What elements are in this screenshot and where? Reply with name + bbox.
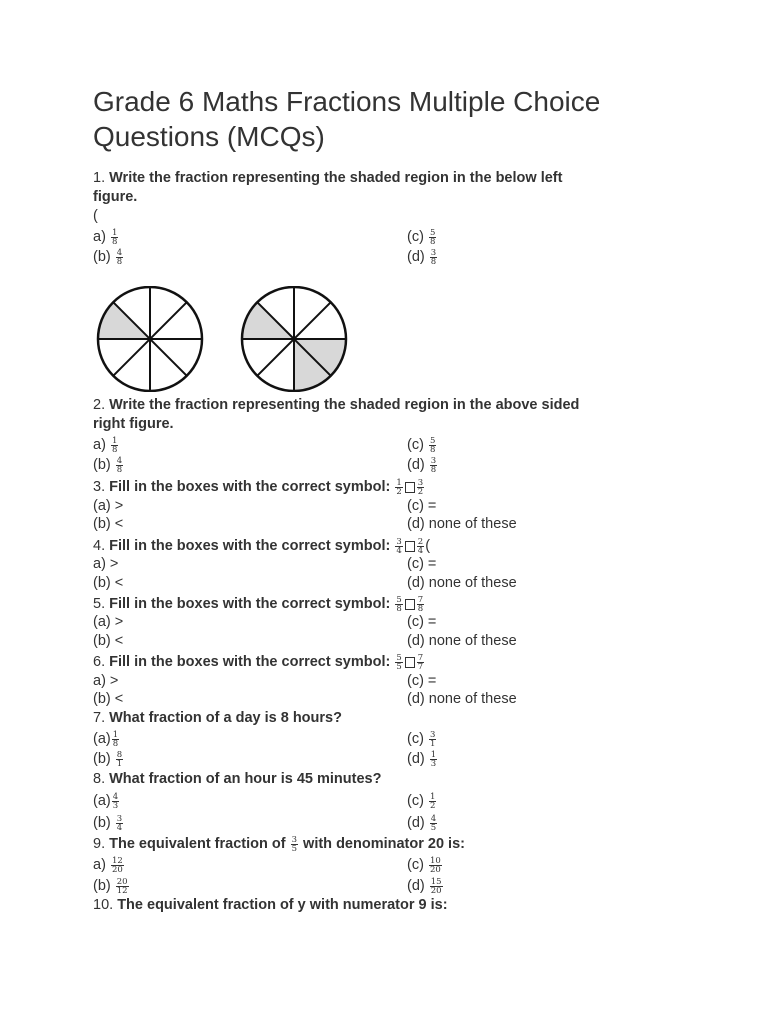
option-c[interactable] xyxy=(407,436,437,454)
fraction: $\frac{5}{5}$ xyxy=(396,652,402,672)
option-label: (d) xyxy=(407,457,425,473)
fraction: $\frac{4}{3}$ xyxy=(112,791,119,811)
answer-box[interactable] xyxy=(405,657,415,668)
option-label: (c) xyxy=(407,437,424,453)
question-9 xyxy=(93,835,465,853)
option-label: (c) xyxy=(407,731,424,747)
option-d[interactable]: (d) none of these xyxy=(407,633,517,649)
option-a[interactable] xyxy=(93,856,125,874)
fraction: $\frac{4}{5}$ xyxy=(430,813,437,833)
question-number: 10. xyxy=(93,897,114,913)
option-d[interactable]: (d) none of these xyxy=(407,516,517,532)
question-6 xyxy=(93,653,425,671)
fraction: $\frac{3}{8}$ xyxy=(430,455,437,475)
question-text: The equivalent fraction of xyxy=(109,836,286,852)
stray-paren: ( xyxy=(93,208,98,224)
option-label: (c) xyxy=(407,229,424,245)
question-text-post: with denominator 20 is: xyxy=(303,836,465,852)
option-a[interactable] xyxy=(93,730,120,748)
question-number: 8. xyxy=(93,771,106,787)
fraction: $\frac{5}{8}$ xyxy=(429,227,436,247)
question-text: Fill in the boxes with the correct symbol: xyxy=(109,596,391,612)
question-number: 5. xyxy=(93,596,106,612)
fraction: $\frac{2}{4}$ xyxy=(417,536,424,556)
option-label: (d) xyxy=(407,751,425,767)
option-label: (d) xyxy=(407,249,425,265)
option-c[interactable]: (c) = xyxy=(407,614,437,630)
option-b[interactable] xyxy=(93,877,130,895)
option-a[interactable]: a) > xyxy=(93,673,119,689)
fraction: $\frac{12}{20}$ xyxy=(111,855,123,875)
fraction: $\frac{1}{2}$ xyxy=(429,791,436,811)
option-d[interactable]: (d) none of these xyxy=(407,691,517,707)
option-b[interactable]: (b) < xyxy=(93,633,124,649)
question-number: 7. xyxy=(93,710,106,726)
option-c[interactable] xyxy=(407,730,437,748)
option-b[interactable]: (b) < xyxy=(93,575,124,591)
fraction: $\frac{3}{5}$ xyxy=(291,834,298,854)
option-c[interactable]: (c) = xyxy=(407,673,437,689)
fraction: $\frac{7}{8}$ xyxy=(417,594,424,614)
option-c[interactable] xyxy=(407,792,437,810)
question-text: Write the fraction representing the shaded region in the above sided xyxy=(109,397,580,413)
answer-box[interactable] xyxy=(405,541,415,552)
fraction: $\frac{3}{1}$ xyxy=(429,729,436,749)
option-label: (d) xyxy=(407,815,425,831)
fraction: $\frac{3}{8}$ xyxy=(430,247,437,267)
option-label: (b) xyxy=(93,751,111,767)
option-label: (b) xyxy=(93,457,111,473)
question-text-cont: right figure. xyxy=(93,416,174,432)
option-a[interactable]: (a) > xyxy=(93,498,124,514)
option-c[interactable] xyxy=(407,856,443,874)
option-label: (c) xyxy=(407,793,424,809)
fraction: $\frac{3}{4}$ xyxy=(396,536,402,556)
option-label: (a) xyxy=(93,793,111,809)
fraction: $\frac{3}{2}$ xyxy=(417,477,424,497)
option-d[interactable]: (d) none of these xyxy=(407,575,517,591)
option-d[interactable] xyxy=(407,248,438,266)
fraction: $\frac{1}{8}$ xyxy=(112,729,119,749)
option-a[interactable] xyxy=(93,436,119,454)
fraction: $\frac{8}{1}$ xyxy=(116,749,123,769)
question-2 xyxy=(93,396,579,414)
option-b[interactable] xyxy=(93,248,124,266)
question-text: The equivalent fraction of y with numerator 9 is: xyxy=(117,897,448,913)
question-text: Fill in the boxes with the correct symbol: xyxy=(109,538,391,554)
option-b[interactable]: (b) < xyxy=(93,691,124,707)
option-c[interactable] xyxy=(407,228,437,246)
page-title: Grade 6 Maths Fractions Multiple Choice Questions (MCQs) xyxy=(93,86,601,152)
question-number: 1. xyxy=(93,170,106,186)
answer-box[interactable] xyxy=(405,599,415,610)
question-5 xyxy=(93,595,425,613)
question-10 xyxy=(93,896,448,914)
question-8 xyxy=(93,770,381,788)
option-a[interactable]: a) > xyxy=(93,556,119,572)
question-text: Write the fraction representing the shaded region in the below left xyxy=(109,170,563,186)
right-shaded-sector-1 xyxy=(242,302,294,339)
option-label: (b) xyxy=(93,878,111,894)
question-text: What fraction of an hour is 45 minutes? xyxy=(109,771,382,787)
fraction: $\frac{5}{8}$ xyxy=(396,594,402,614)
option-b[interactable] xyxy=(93,456,124,474)
question-text: Fill in the boxes with the correct symbol: xyxy=(109,479,391,495)
fraction: $\frac{5}{8}$ xyxy=(429,435,436,455)
option-b[interactable] xyxy=(93,814,124,832)
question-number: 3. xyxy=(93,479,106,495)
option-label: a) xyxy=(93,857,106,873)
fraction: $\frac{20}{12}$ xyxy=(116,876,128,896)
question-1 xyxy=(93,169,562,187)
fraction: $\frac{15}{20}$ xyxy=(430,876,442,896)
question-3 xyxy=(93,478,425,496)
fraction: $\frac{1}{8}$ xyxy=(111,435,118,455)
option-c[interactable]: (c) = xyxy=(407,498,437,514)
answer-box[interactable] xyxy=(405,482,415,493)
tail: ( xyxy=(425,538,431,554)
option-d[interactable] xyxy=(407,750,438,768)
option-d[interactable] xyxy=(407,814,438,832)
option-label: a) xyxy=(93,437,106,453)
circle-figures xyxy=(93,286,355,392)
option-a[interactable] xyxy=(93,792,120,810)
option-d[interactable] xyxy=(407,877,444,895)
question-text-cont: figure. xyxy=(93,189,138,205)
question-7 xyxy=(93,709,342,727)
option-a[interactable] xyxy=(93,228,119,246)
question-4 xyxy=(93,537,430,555)
option-label: (c) xyxy=(407,857,424,873)
question-text: Fill in the boxes with the correct symbol: xyxy=(109,654,391,670)
option-label: (d) xyxy=(407,878,425,894)
question-text: What fraction of a day is 8 hours? xyxy=(109,710,342,726)
fraction: $\frac{4}{8}$ xyxy=(116,247,123,267)
option-b[interactable] xyxy=(93,750,124,768)
fraction: $\frac{10}{20}$ xyxy=(429,855,441,875)
right-circle-figure xyxy=(242,287,346,391)
fraction: $\frac{1}{3}$ xyxy=(430,749,437,769)
question-number: 9. xyxy=(93,836,106,852)
option-b[interactable]: (b) < xyxy=(93,516,124,532)
option-label: (b) xyxy=(93,249,111,265)
fraction: $\frac{4}{8}$ xyxy=(116,455,123,475)
fraction: $\frac{7}{7}$ xyxy=(417,652,424,672)
fraction: $\frac{1}{2}$ xyxy=(396,477,402,497)
question-number: 2. xyxy=(93,397,106,413)
question-number: 4. xyxy=(93,538,106,554)
left-circle-figure xyxy=(98,287,202,391)
option-label: (b) xyxy=(93,815,111,831)
option-a[interactable]: (a) > xyxy=(93,614,124,630)
option-d[interactable] xyxy=(407,456,438,474)
fraction: $\frac{1}{8}$ xyxy=(111,227,118,247)
left-shaded-sector xyxy=(98,302,150,339)
question-number: 6. xyxy=(93,654,106,670)
option-c[interactable]: (c) = xyxy=(407,556,437,572)
option-label: (a) xyxy=(93,731,111,747)
option-label: a) xyxy=(93,229,106,245)
fraction: $\frac{3}{4}$ xyxy=(116,813,123,833)
